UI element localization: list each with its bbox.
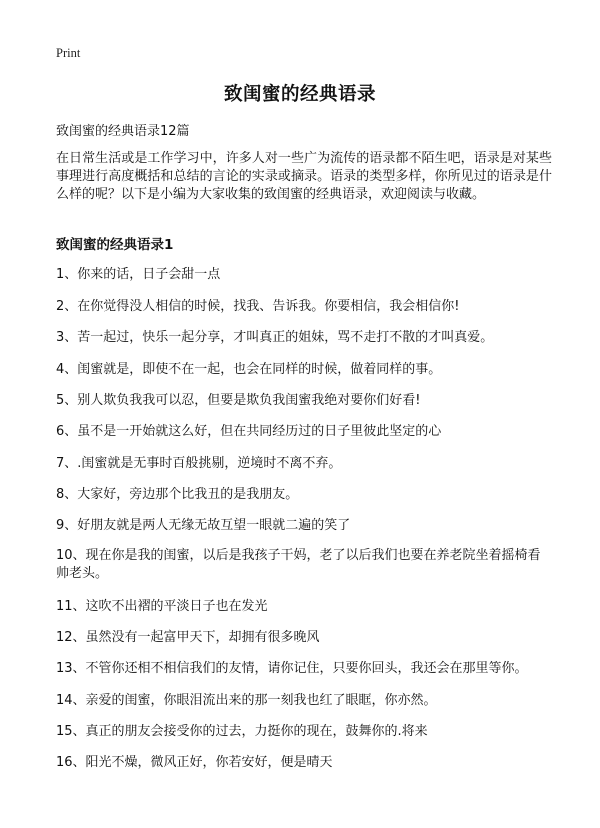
quote-item: 3、苦一起过，快乐一起分享，才叫真正的姐妹，骂不走打不散的才叫真爱。 bbox=[56, 330, 494, 345]
quote-item: 14、亲爱的闺蜜，你眼泪流出来的那一刻我也红了眼眶，你亦然。 bbox=[56, 693, 437, 708]
quote-item: 8、大家好，旁边那个比我丑的是我朋友。 bbox=[56, 487, 299, 502]
quote-item: 9、好朋友就是两人无缘无故互望一眼就二遍的笑了 bbox=[56, 518, 351, 533]
quote-item: 16、阳光不燥，微风正好，你若安好，便是晴天 bbox=[56, 755, 333, 770]
quote-item: 1、你来的话，日子会甜一点 bbox=[56, 267, 221, 282]
quote-item: 4、闺蜜就是，即使不在一起，也会在同样的时候，做着同样的事。 bbox=[56, 362, 442, 377]
quote-item: 5、别人欺负我我可以忍，但要是欺负我闺蜜我绝对要你们好看! bbox=[56, 393, 421, 408]
quote-item: 7、.闺蜜就是无事时百般挑剔，逆境时不离不弃。 bbox=[56, 456, 342, 471]
print-link[interactable]: Print bbox=[56, 46, 81, 60]
quote-item: 6、虽不是一开始就这么好，但在共同经历过的日子里彼此坚定的心 bbox=[56, 424, 442, 439]
quote-item: 15、真正的朋友会接受你的过去，力挺你的现在，鼓舞你的.将来 bbox=[56, 724, 428, 739]
intro-paragraph: 在日常生活或是工作学习中，许多人对一些广为流传的语录都不陌生吧，语录是对某些事理进行高度概括和总结的言论的实录或摘录。语录的类型多样，你所见过的语录是什么样的呢？以下是小编为大家收集的致闺蜜的经典语录，欢迎阅读与收藏。 bbox=[56, 151, 552, 202]
quote-item: 10、现在你是我的闺蜜，以后是我孩子干妈，老了以后我们也要在养老院坐着摇椅看帅老头。 bbox=[56, 548, 541, 581]
quote-item: 13、不管你还相不相信我们的友情，请你记住，只要你回头，我还会在那里等你。 bbox=[56, 661, 528, 676]
document-subtitle: 致闺蜜的经典语录12篇 bbox=[56, 124, 190, 139]
quote-item: 11、这吹不出褶的平淡日子也在发光 bbox=[56, 599, 268, 614]
quote-item: 2、在你觉得没人相信的时候，找我、告诉我。你要相信，我会相信你! bbox=[56, 299, 460, 314]
page-title: 致闺蜜的经典语录 bbox=[223, 84, 376, 105]
section-heading: 致闺蜜的经典语录1 bbox=[56, 237, 174, 253]
quote-item: 12、虽然没有一起富甲天下，却拥有很多晚风 bbox=[56, 630, 320, 645]
